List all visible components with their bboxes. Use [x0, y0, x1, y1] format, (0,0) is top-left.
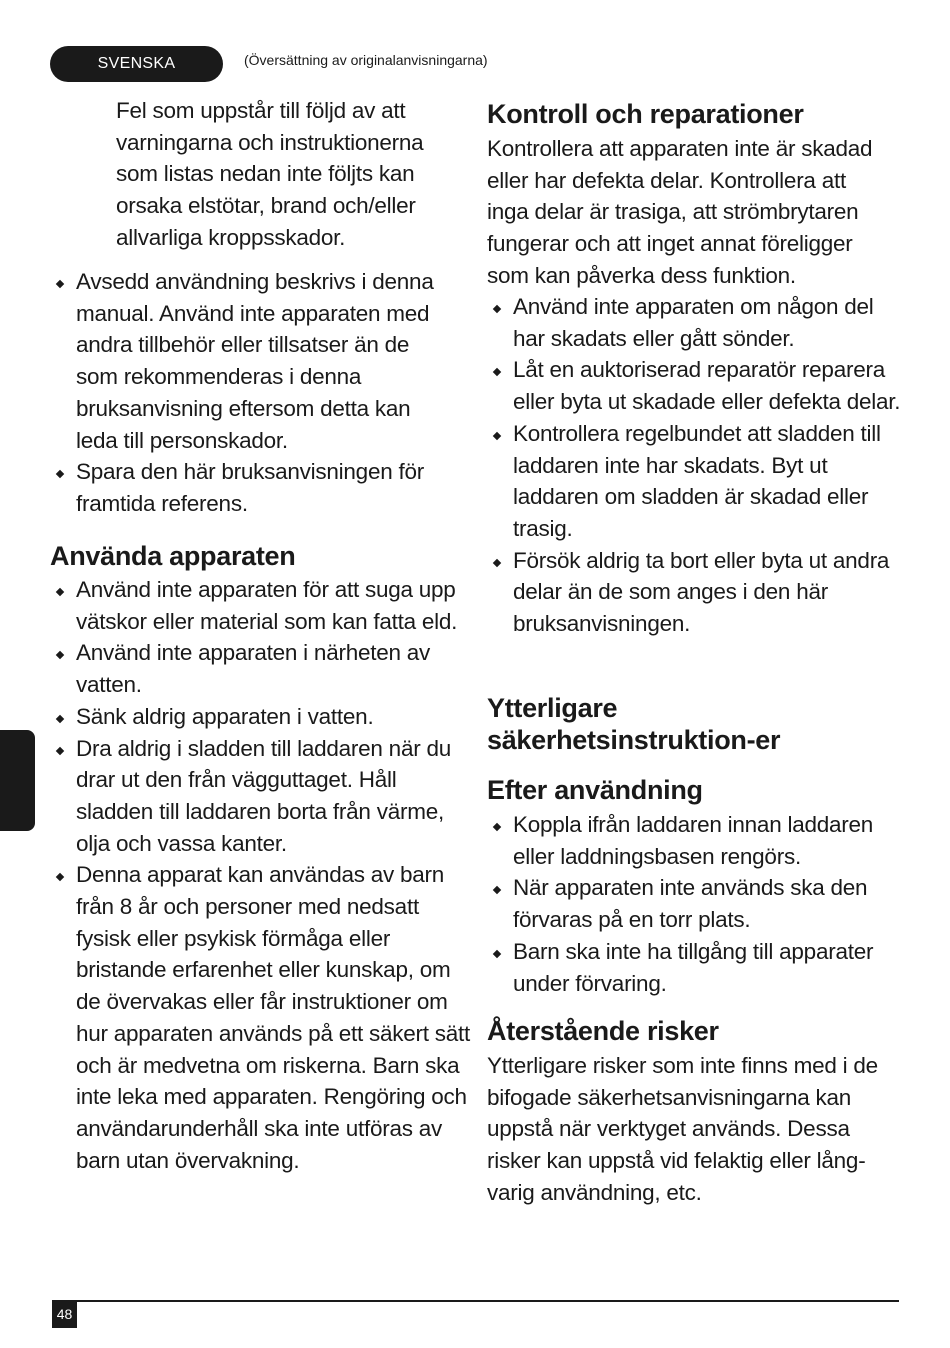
section-heading-inspection: Kontroll och reparationer: [487, 99, 804, 129]
list-item: Låt en auktoriserad reparatör reparera eller byta ut skadade eller defekta delar.: [487, 354, 907, 417]
bullet-diamond-icon: [56, 873, 64, 881]
bullet-diamond-icon: [56, 715, 64, 723]
section-heading-residual-risks: Återstående risker: [487, 1016, 719, 1046]
bullet-diamond-icon: [493, 823, 501, 831]
general-bullet-list: [50, 266, 450, 520]
list-item: När apparaten inte används ska den förvaras på en torr plats.: [487, 872, 903, 935]
bullet-diamond-icon: [56, 470, 64, 478]
list-item: Sänk aldrig apparaten i vatten.: [50, 701, 466, 733]
section-heading-using: Använda apparaten: [50, 541, 296, 571]
section-heading-additional-safety: Ytterligare säkerhetsinstruktion-er: [487, 693, 781, 755]
after-use-bullet-list: [487, 809, 907, 999]
bullet-diamond-icon: [493, 305, 501, 313]
language-badge: SVENSKA: [50, 46, 223, 82]
bullet-diamond-icon: [56, 588, 64, 596]
page-number: 48: [52, 1301, 77, 1328]
list-item: Avsedd användning beskrivs i denna manual. Använd inte apparaten med andra tillbehör eller tillsatser än de som rekommenderas i denna bruksanvisning eftersom detta kan leda till personskador.: [50, 266, 450, 456]
list-item: Använd inte apparaten i närheten av vatten.: [50, 637, 466, 700]
footer-divider: [52, 1300, 899, 1302]
translation-note: (Översättning av originalanvisningarna): [244, 52, 488, 68]
bullet-diamond-icon: [493, 432, 501, 440]
using-bullet-list: [50, 574, 470, 1176]
inspection-bullet-list: [487, 291, 907, 640]
list-item: Koppla ifrån laddaren innan laddaren eller laddningsbasen rengörs.: [487, 809, 903, 872]
residual-risks-paragraph: Ytterligare risker som inte finns med i de bifogade säkerhetsanvisningarna kan uppstå när verktyget används. Dessa risker kan uppstå vid felaktig eller lång-varig användning, etc.: [487, 1053, 878, 1205]
list-item: Använd inte apparaten om någon del har skadats eller gått sönder.: [487, 291, 903, 354]
list-item: Denna apparat kan användas av barn från 8 år och personer med nedsatt fysisk eller psykisk förmåga eller bristande erfarenhet eller kunskap, om de övervakas eller får instruktioner om hur apparaten används på ett säkert sätt och är medvetna om riskerna. Barn ska inte leka med apparaten. Rengöring och användarunderhåll ska inte utföras av barn utan övervakning.: [50, 859, 472, 1176]
bullet-diamond-icon: [56, 280, 64, 288]
inspection-paragraph: Kontrollera att apparaten inte är skadad eller har defekta delar. Kontrollera att inga delar är trasiga, att strömbrytaren fungerar och att inget annat föreligger som kan påverka dess funktion.: [487, 136, 873, 288]
bullet-diamond-icon: [56, 746, 64, 754]
bullet-diamond-icon: [493, 886, 501, 894]
intro-paragraph: Fel som uppstår till följd av att varningarna och instruktionerna som listas nedan inte följts kan orsaka elstötar, brand och/eller allvarliga kroppsskador.: [116, 98, 424, 250]
list-item: Dra aldrig i sladden till laddaren när du drar ut den från vägguttaget. Håll sladden till laddaren borta från värme, olja och vassa kanter.: [50, 733, 466, 860]
list-item: Försök aldrig ta bort eller byta ut andra delar än de som anges i den här bruksanvisningen.: [487, 545, 913, 640]
list-item: Kontrollera regelbundet att sladden till laddaren inte har skadats. Byt ut laddaren om sladden är skadad eller trasig.: [487, 418, 891, 545]
section-heading-after-use: Efter användning: [487, 775, 703, 805]
list-item: Barn ska inte ha tillgång till apparater under förvaring.: [487, 936, 903, 999]
bullet-diamond-icon: [493, 950, 501, 958]
bullet-diamond-icon: [56, 651, 64, 659]
list-item: Använd inte apparaten för att suga upp vätskor eller material som kan fatta eld.: [50, 574, 466, 637]
bullet-diamond-icon: [493, 558, 501, 566]
list-item: Spara den här bruksanvisningen för framtida referens.: [50, 456, 450, 519]
bullet-diamond-icon: [493, 368, 501, 376]
language-section-tab: [0, 730, 35, 831]
